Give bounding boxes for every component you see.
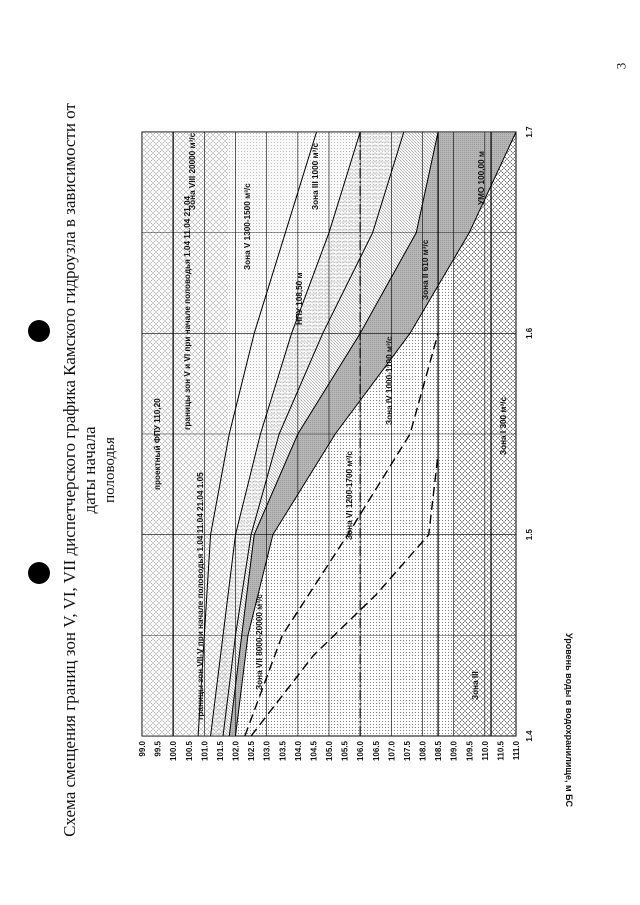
y-tick-label: 105.5: [340, 741, 350, 762]
y-tick-label: 104.0: [293, 741, 303, 762]
y-tick-label: 111.0: [512, 741, 521, 761]
annotation-zone-iii: Зона III: [471, 671, 480, 700]
y-tick-label: 109.0: [449, 741, 459, 762]
y-tick-label: 107.5: [402, 741, 412, 762]
y-tick-label: 101.0: [200, 741, 210, 762]
annotation-zone-iii-top: Зона III 1000 м³/с: [311, 142, 320, 210]
y-tick-label: 103.5: [278, 741, 288, 762]
annotation-zone-ii: Зона II 610 м³/с: [421, 239, 430, 300]
y-tick-label: 102.0: [231, 741, 241, 762]
annotation-zone-iv: Зона IV 1000-1100 м³/с: [385, 336, 394, 425]
y-tick-label: 99.5: [153, 741, 163, 757]
y-tick-label: 105.0: [325, 741, 334, 762]
annotation-zone-v: Зона V 1300-1500 м³/с: [243, 183, 252, 270]
y-tick-label: 106.0: [356, 741, 366, 762]
annotation-zone-borders-v-vi: границы зон V и VI при начале половодья 1.04 11.04 21.04: [183, 195, 192, 430]
y-tick-label: 103.0: [262, 741, 272, 762]
y-tick-label: 109.5: [465, 741, 475, 762]
y-tick-label: 101.5: [215, 741, 225, 762]
annotation-zone-i: Зона I 300 м³/с: [499, 396, 508, 455]
y-tick-label: 108.5: [434, 741, 444, 762]
y-tick-label: 99.0: [138, 741, 147, 757]
x-tick-label: 1.4: [525, 730, 534, 742]
annotation-zone-vi: Зона VI 1200-1700 м³/с: [345, 451, 354, 540]
annotation-npu-right: НПУ 108,50 м: [295, 272, 304, 325]
annotation-umo: УМО 100,00 м: [477, 151, 486, 205]
y-tick-label: 100.0: [169, 741, 179, 762]
annotation-fpu: проектный ФПУ 110,20: [153, 398, 162, 490]
title-line-1: Схема смещения границ зон V, VI, VII диспетчерского графика Камского гидроузла в зависимости от даты начала: [60, 103, 99, 837]
y-tick-label: 110.5: [496, 741, 506, 761]
y-tick-label: 108.0: [418, 741, 428, 762]
x-tick-label: 1.6: [525, 327, 534, 339]
y-tick-label: 102.5: [247, 741, 257, 762]
annotation-zone-borders-vii-v: границы зон VII-V при начале половодья 1.04 11.04 21.04 1.05: [196, 472, 205, 720]
y-tick-label: 104.5: [309, 741, 319, 762]
y-tick-label: 110.0: [480, 741, 490, 761]
title-line-2: половодья: [102, 437, 118, 503]
annotation-zone-vii: Зона VII 8000-20000 м³/с: [255, 594, 264, 690]
annotation-zone-viii: Зона VIII 20000 м³/с: [188, 132, 197, 210]
x-tick-label: 1.5: [525, 529, 534, 541]
y-axis-label: Уровень воды в водохранилище, м БС: [564, 633, 574, 807]
y-tick-label: 100.5: [184, 741, 194, 762]
page-number: 3: [613, 62, 629, 70]
y-tick-label: 106.5: [371, 741, 381, 762]
x-tick-label: 1.7: [525, 126, 534, 138]
y-tick-label: 107.0: [387, 741, 397, 762]
